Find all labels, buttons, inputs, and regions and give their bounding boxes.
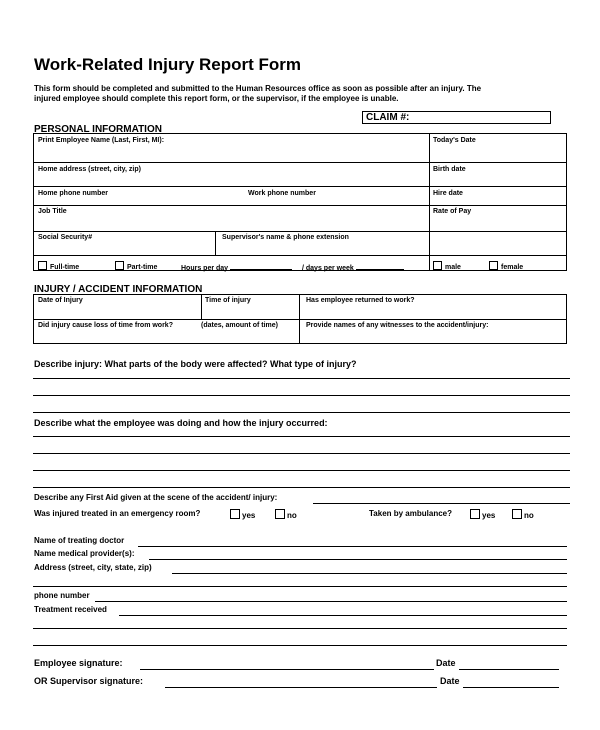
days-per-week-label: / days per week (302, 265, 354, 272)
hours-per-day-blank[interactable] (230, 261, 292, 270)
supervisor-signature-line[interactable] (165, 687, 437, 688)
medical-providers-line[interactable] (149, 559, 567, 560)
female-checkbox[interactable] (489, 261, 498, 270)
male-checkbox[interactable] (433, 261, 442, 270)
address-line-2[interactable] (33, 586, 567, 587)
emergency-room-yes-label: yes (242, 511, 256, 520)
employee-signature-label: Employee signature: (34, 658, 123, 668)
supervisor-name-field[interactable]: Supervisor's name & phone extension (222, 234, 349, 241)
describe-injury-line-3[interactable] (33, 412, 570, 413)
ambulance-no-label: no (524, 511, 534, 520)
full-time-label: Full-time (50, 264, 80, 271)
ambulance-question: Taken by ambulance? (369, 509, 452, 518)
claim-label: CLAIM #: (366, 112, 410, 123)
form-title: Work-Related Injury Report Form (34, 55, 301, 74)
describe-injury-line-1[interactable] (33, 378, 570, 379)
work-phone-field[interactable]: Work phone number (248, 190, 316, 197)
treating-doctor-line[interactable] (138, 546, 567, 547)
supervisor-date-line[interactable] (463, 687, 559, 688)
treatment-received-line-2[interactable] (33, 628, 567, 629)
emergency-room-no-checkbox[interactable] (275, 509, 285, 519)
supervisor-signature-label: OR Supervisor signature: (34, 676, 144, 686)
employee-date-label: Date (436, 658, 456, 668)
ambulance-yes-checkbox[interactable] (470, 509, 480, 519)
ambulance-no-option[interactable] (512, 509, 534, 520)
treatment-received-label: Treatment received (34, 605, 107, 614)
injury-information-table (33, 294, 567, 344)
first-aid-question: Describe any First Aid given at the scene of the accident/ injury: (34, 493, 278, 502)
treatment-received-line-3[interactable] (33, 645, 567, 646)
supervisor-date-label: Date (440, 676, 460, 686)
emergency-room-question: Was injured treated in an emergency room? (34, 509, 201, 518)
first-aid-line[interactable] (313, 503, 570, 504)
injury-information-heading: INJURY / ACCIDENT INFORMATION (34, 284, 203, 295)
days-per-week-blank[interactable] (356, 261, 404, 270)
part-time-option[interactable] (115, 261, 157, 271)
date-of-injury-field[interactable]: Date of Injury (38, 297, 83, 304)
treatment-received-line-1[interactable] (119, 615, 567, 616)
medical-providers-label: Name medical provider(s): (34, 549, 135, 558)
emergency-room-yes-option[interactable] (230, 509, 255, 520)
employee-date-line[interactable] (459, 669, 559, 670)
time-of-injury-field[interactable]: Time of injury (205, 297, 251, 304)
part-time-checkbox[interactable] (115, 261, 124, 270)
emergency-room-no-option[interactable] (275, 509, 297, 520)
rate-of-pay-field[interactable]: Rate of Pay (433, 208, 472, 215)
phone-number-label: phone number (34, 591, 90, 600)
intro-line-1: This form should be completed and submitted to the Human Resources office as soon as possible after an injury. The (34, 84, 482, 93)
emergency-room-no-label: no (287, 511, 297, 520)
personal-information-table (33, 133, 567, 271)
claim-number-field[interactable] (362, 111, 551, 124)
ambulance-yes-option[interactable] (470, 509, 495, 520)
female-option[interactable] (489, 261, 523, 271)
home-address-field[interactable]: Home address (street, city, zip) (38, 166, 141, 173)
hours-per-day-field[interactable] (181, 261, 292, 272)
dates-amount-field[interactable]: (dates, amount of time) (201, 322, 279, 329)
ambulance-yes-label: yes (482, 511, 496, 520)
witnesses-field[interactable]: Provide names of any witnesses to the accident/injury: (306, 322, 489, 329)
address-line-1[interactable] (172, 573, 567, 574)
part-time-label: Part-time (127, 264, 158, 271)
emergency-room-yes-checkbox[interactable] (230, 509, 240, 519)
returned-to-work-field[interactable]: Has employee returned to work? (306, 297, 415, 304)
employee-name-field[interactable]: Print Employee Name (Last, First, MI): (38, 137, 165, 144)
social-security-field[interactable]: Social Security# (38, 234, 93, 241)
phone-number-line[interactable] (95, 601, 567, 602)
employee-signature-line[interactable] (140, 669, 434, 670)
birth-date-field[interactable]: Birth date (433, 166, 466, 173)
personal-information-heading: PERSONAL INFORMATION (34, 124, 162, 135)
address-label: Address (street, city, state, zip) (34, 563, 152, 572)
intro-line-2: injured employee should complete this report form, or the supervisor, if the employee is unable. (34, 94, 399, 103)
female-label: female (501, 264, 524, 271)
describe-activity-line-4[interactable] (33, 487, 570, 488)
loss-of-time-field[interactable]: Did injury cause loss of time from work? (38, 322, 173, 329)
todays-date-field[interactable]: Today's Date (433, 137, 476, 144)
hours-per-day-label: Hours per day (181, 265, 229, 272)
days-per-week-field[interactable] (302, 261, 404, 272)
male-option[interactable] (433, 261, 461, 271)
describe-injury-line-2[interactable] (33, 395, 570, 396)
full-time-checkbox[interactable] (38, 261, 47, 270)
home-phone-field[interactable]: Home phone number (38, 190, 109, 197)
hire-date-field[interactable]: Hire date (433, 190, 463, 197)
male-label: male (445, 264, 461, 271)
describe-activity-line-2[interactable] (33, 453, 570, 454)
treating-doctor-label: Name of treating doctor (34, 536, 125, 545)
describe-activity-question: Describe what the employee was doing and how the injury occurred: (34, 418, 328, 428)
describe-activity-line-1[interactable] (33, 436, 570, 437)
describe-activity-line-3[interactable] (33, 470, 570, 471)
job-title-field[interactable]: Job Title (38, 208, 67, 215)
ambulance-no-checkbox[interactable] (512, 509, 522, 519)
describe-injury-question: Describe injury: What parts of the body were affected? What type of injury? (34, 359, 357, 369)
full-time-option[interactable] (38, 261, 79, 271)
